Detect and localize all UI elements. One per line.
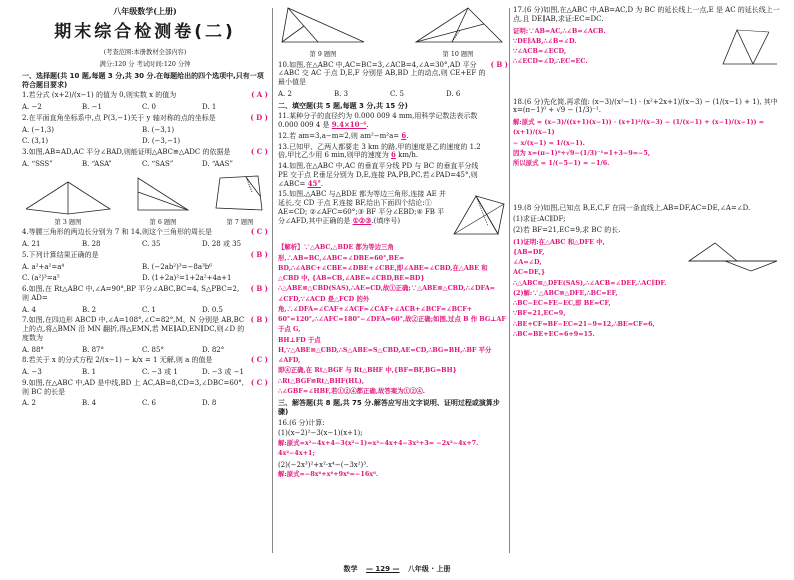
figure-row (22, 172, 268, 227)
solution-line: BH⊥FD 于点 H,∵△ABE≌△CBD,∴S△ABE=S△CBD,AE=CD,∴BG=BH,∴BF 平分∠AFD, (278, 335, 492, 365)
options (22, 126, 268, 135)
figure-caption: 第 7 题图 (226, 218, 254, 226)
section-heading: 一、选择题(共 10 题,每题 3 分,共 30 分.在每题给出的四个选项中,只有一项符合题目要求) (22, 71, 264, 89)
options (22, 263, 268, 272)
section-heading: 二、填空题(共 5 题,每题 3 分,共 15 分) (278, 101, 408, 110)
question-18: 18.(6 分)先化简,再求值: (x−3)/(x²−1) · (x²+2x+1)/(x−3) − (1/(x−1) + 1), 其中 x=(π−1)⁰ + √9 − (1/3)⁻¹. (513, 97, 778, 115)
question-16-part2: (2)(−2x³)²+x²·x⁴−(−3x²)³. (278, 460, 369, 469)
question-text: 5.下列计算结果正确的是 (22, 250, 99, 259)
triangle-figure-icon (132, 172, 194, 216)
option: A. 4 (22, 305, 36, 314)
options (22, 306, 268, 315)
options (22, 346, 268, 355)
figure-caption: 第 3 题图 (54, 218, 82, 226)
answer-blank: 45° (307, 178, 321, 188)
solution-line: 解:原式=x²−4x+4−3(x²−1)=x²−4x+4−3x²+3= −2x²−4x+7. (278, 439, 479, 448)
question-3 (22, 148, 268, 157)
option: B. “ASA” (82, 159, 112, 168)
option: C. 1 (142, 305, 157, 314)
option: B. (−2ab²)³=−8a³b⁶ (142, 262, 213, 271)
option: B. 28 (82, 240, 101, 249)
answer: ( C ) (250, 377, 268, 387)
question-17-body (513, 24, 781, 72)
triangle-figure-icon (450, 190, 508, 240)
solution-line: AC=DE,} (513, 268, 546, 277)
question-text: 4.等腰三角形的两边长分别为 7 和 14,则这个三角形的周长是 (22, 228, 212, 237)
figure-q7 (212, 172, 268, 227)
solution-line: 解:原式 = (x−3)/((x+1)(x−1)) · (x+1)²/(x−3) − (1/(x−1) + (x−1)/(x−1)) = (x+1)/(x−1) (513, 118, 765, 137)
solution-line: ∴△ABC≌△DFE(SAS),∴∠ACB=∠DEF,∴AC∥DF. (513, 278, 667, 287)
question-11 (278, 112, 508, 130)
question-text: 2.在平面直角坐标系中,点 P(3,−1)关于 y 轴对称的点的坐标是 (22, 113, 216, 122)
question-7 (22, 316, 268, 342)
column-left (22, 4, 268, 408)
figure-row (278, 4, 508, 59)
footer-grade: 八年级 · 上册 (407, 565, 451, 574)
solution-line: 因为 x=(π−1)⁰+√9−(1/3)⁻¹=1+3−9=−5, (513, 148, 651, 157)
option: D. 0.5 (202, 305, 223, 314)
options (22, 103, 268, 112)
figure-q6 (132, 172, 194, 227)
question-text: 8.若关于 x 的分式方程 2/(x−1) − k/x = 1 无解,则 a 的值是 (22, 356, 213, 365)
question-text: 11.某种分子的直径约为 0.000 009 4 mm,用科学记数法表示数 0.000 009 4 是 (278, 112, 478, 130)
option: C. 0 (142, 103, 157, 112)
question-19: 19.(8 分)如图,已知点 B,E,C,F 在同一条直线上,AB=DF,AC=DE,∠A=∠D. (513, 204, 751, 213)
question-6 (22, 285, 268, 303)
option: D. 8 (202, 399, 217, 408)
solution-line: ∴BC−EC=FE−EC,即 BE=CF, (513, 299, 611, 307)
answer: ( C ) (250, 355, 268, 365)
option: A. 2 (278, 89, 292, 98)
answer: ( B ) (250, 249, 268, 259)
scope-label: (考查范围:本册教材全部内容) (103, 49, 187, 57)
question-16: 16.(6 分)计算: (278, 418, 325, 427)
option: A. “SSS” (22, 159, 53, 168)
triangle-figure-icon (408, 4, 508, 48)
figure-q10 (408, 4, 508, 59)
figure-caption: 第 6 题图 (149, 218, 177, 226)
question-2 (22, 114, 268, 123)
solution-q19-cont (513, 278, 781, 340)
option: A. 2 (22, 399, 36, 408)
options (22, 274, 268, 283)
figure-caption: 第 10 题图 (442, 50, 474, 58)
option: B. 4 (82, 399, 97, 408)
question-12 (278, 132, 508, 141)
question-5 (22, 251, 268, 260)
quadrilateral-figure-icon (212, 172, 268, 216)
solution-q19 (513, 237, 605, 278)
question-tail: . (406, 131, 409, 140)
column-middle (278, 4, 508, 480)
option: D. “AAS” (202, 159, 233, 168)
solution-line: ∵DE∥AB,∴∠B=∠D. (513, 36, 577, 45)
solution-line: 4x²−4x+1; (278, 449, 315, 458)
solution-line: 证明:∵AB=AC,∴∠B=∠ACB. (513, 26, 606, 35)
option: D. (−3,−1) (142, 137, 181, 146)
option: C. 35 (142, 240, 161, 249)
answer: ( B ) (490, 59, 508, 69)
option: A. (−1,3) (22, 125, 54, 134)
answer: ( A ) (251, 90, 268, 100)
solution-line: ∠CFD,∵∠ACD 是△FCD 的外角,∴∠DFA=∠CAF+∠ACF=∠CAF+∠ACB+∠BCF=∠BCF+ (278, 294, 473, 313)
answer-blank: ①②③ (352, 215, 372, 225)
page-number: — 129 — (365, 565, 400, 574)
question-8 (22, 356, 268, 365)
question-tail: .(填序号) (371, 216, 401, 225)
question-text: 14.如图,在△ABC 中,AC 的垂直平分线 PD 与 BC 的垂直平分线 PE 交于点 P,垂足分别为 D,E,连接 PA,PB,PC,若∠PAD=45°,则∠ABC= (278, 162, 479, 188)
option: C. (3,1) (22, 137, 49, 146)
option: D. 28 或 35 (202, 240, 242, 249)
option: D. 6 (446, 89, 461, 98)
question-1 (22, 91, 268, 100)
option: C. 6 (142, 399, 157, 408)
solution-q18 (513, 117, 781, 168)
solution-line: {AB=DF, (513, 247, 545, 256)
answer: ( C ) (250, 147, 268, 157)
question-19-body (513, 235, 781, 278)
solution-line: ∵BF=21,EC=9, (513, 309, 566, 318)
solution-line: ∴∠GBF=∠HBF,若①②④都正确,故答案为①②④. (278, 386, 426, 395)
option: A. −3 (22, 368, 42, 377)
solution-line: ∴∠ECD=∠D,∴EC=EC. (513, 57, 588, 66)
option: C. (a²)³=a⁵ (22, 274, 60, 283)
triangle-figure-icon (719, 24, 781, 72)
option: C. 5 (390, 89, 405, 98)
solution-line: (2)解:∵△ABC≌△DFE,∴BC=EF, (513, 288, 618, 297)
option: C. 85° (142, 345, 164, 354)
options (278, 90, 508, 99)
solution-line: 解:原式=−8x⁶+x⁶+9x⁶=−16x⁶. (278, 470, 379, 479)
option: C. −3 或 1 (142, 368, 178, 377)
question-text: 3.如图,AB=AD,AC 平分∠BAD,则能证明△ABC≌△ADC 的依据是 (22, 148, 231, 157)
option: D. −3 或 −1 (202, 368, 244, 377)
question-tail: . (320, 179, 324, 188)
question-13 (278, 143, 508, 161)
solution-line: (1)证明:在△ABC 和△DFE 中, (513, 237, 605, 246)
option: D. 82° (202, 345, 225, 354)
question-16-part1: (1)(x−2)²−3(x−1)(x+1); (278, 429, 363, 438)
solution-line: 【解析】∵△ABC,△BDE 都为等边三角形,∴AB=BC,∠ABC=∠DBE=60°,BE= (278, 243, 405, 262)
option: B. 3 (334, 89, 349, 98)
triangles-figure-icon (685, 235, 781, 275)
question-19-part1: (1)求证:AC∥DF; (513, 215, 566, 223)
option: A. 21 (22, 240, 41, 249)
question-15-row (278, 188, 508, 240)
figure-q3 (22, 176, 114, 227)
grade-label: 八年级数学(上册) (113, 6, 177, 16)
solution-line: ∠A=∠D, (513, 258, 542, 266)
page-title: 期末综合检测卷(二) (54, 22, 236, 42)
column-divider (272, 8, 273, 553)
answer-blank: 6 (401, 130, 407, 140)
solution-line: ∵∠ACB=∠ECD, (513, 47, 567, 55)
option: D. 1 (202, 103, 217, 112)
option: B. 87° (82, 345, 105, 354)
options (22, 160, 268, 169)
options (22, 137, 268, 146)
question-4 (22, 228, 268, 237)
option: A. 88° (22, 345, 44, 354)
question-9 (22, 379, 268, 397)
question-text: 13.已知甲、乙两人都要走 3 km 的路,甲的速度是乙的速度的 1.2 倍,甲比乙少用 6 min,则甲的速度为 (278, 142, 481, 160)
section-heading: 三、解答题(共 8 题,共 75 分.解答应写出文字说明、证明过程或演算步骤) (278, 399, 500, 416)
question-19-part2: (2)若 BF=21,EC=9,求 BC 的长. (513, 225, 621, 234)
solution-line: − x/(x−1) = 1/(x−1). (513, 138, 585, 147)
option: B. −1 (82, 103, 102, 112)
question-text: 6.如图,在 Rt△ABC 中,∠A=90°,BP 平分∠ABC,BC=4, S△PBC=2,则 AD= (22, 285, 240, 302)
answer-blank: 6 (390, 150, 396, 160)
question-text: 1.若分式 (x+2)/(x−1) 的值为 0,则实数 x 的值为 (22, 91, 177, 100)
option: C. “SAS” (142, 159, 174, 168)
question-14 (278, 162, 508, 188)
options (22, 240, 268, 249)
option: D. (1+2a)²=1+2a²+4a+1 (142, 274, 232, 283)
question-tail: km/h. (398, 151, 419, 160)
question-17: 17.(6 分)如图,在△ABC 中,AB=AC,D 为 BC 的延长线上一点,E 是 AC 的延长线上一点,且 DE∥AB,求证:EC=DC. (513, 6, 780, 23)
column-right (513, 4, 781, 339)
option: B. 1 (82, 368, 97, 377)
solution-line: ∴△ABE≌△CBD(SAS),∴AE=CD,故①正确;∵△ABE≌△CBD,∴∠DFA= (278, 284, 496, 293)
question-text: 9.如图,在△ABC 中,AD 是中线,BD 上 AC,AB=8,CD=3,∠DBC=60°,则 BC 的长是 (22, 378, 244, 396)
question-10 (278, 61, 508, 87)
solution-q15 (278, 242, 508, 396)
answer: ( C ) (250, 227, 268, 237)
options (22, 399, 268, 408)
column-divider (509, 8, 510, 553)
figure-caption: 第 9 题图 (309, 50, 337, 58)
question-text: 7.如图,在四边形 ABCD 中,∠A=108°,∠C=82°,M、N 分别是 AB,BC 上的点,将△BMN 沿 MN 翻折,得△EMN,若 ME∥AD,EN∥DC,则∠D 的度数为 (22, 316, 245, 342)
solution-line: 所以原式 = 1/(−5−1) = −1/6. (513, 159, 610, 167)
question-15 (278, 190, 450, 225)
solution-line: ∴BC=BE+EC=6+9=15. (513, 329, 595, 338)
page-footer (0, 565, 794, 574)
option: A. a²+a²=a⁴ (22, 262, 65, 271)
options (22, 368, 268, 377)
question-text: 12.若 am=3,a−m=2,则 am²−m²a= (278, 131, 400, 140)
solution-line: ∴BE+CF=BF−EC=21−9=12,∴BE=CF=6, (513, 319, 655, 328)
question-text: 10.如图,在△ABC 中,AC=BC=3,∠ACB=4,∠A=30°,AD 平分∠ABC 交 AC 于点 D,E,F 分别是 AB,BD 上的动点,则 CE+EF 的最小值是 (278, 60, 486, 87)
answer-blank: 9.4×10⁻⁶ (331, 120, 367, 130)
question-tail: . (366, 121, 369, 130)
footer-subject: 数学 (343, 565, 358, 574)
answer: ( B ) (250, 284, 268, 294)
triangle-figure-icon (278, 4, 368, 48)
solution-q17 (513, 26, 606, 72)
triangle-figure-icon (22, 176, 114, 216)
option: B. (−3,1) (142, 125, 175, 134)
solution-line: 即④正确,在 Rt△BGF 与 Rt△BHF 中,{BF=BF,BG=BH} ∴Rt△BGF≌Rt△BHF(HL), (278, 366, 457, 385)
option: A. −2 (22, 103, 42, 112)
solution-line: BD,∴∠ABC+∠CBE=∠DBE+∠CBE,即∠ABE=∠CBD,在△ABE 和△CBD 中, {AB=CB,∠ABE=∠CBD,BE=BD} (278, 263, 488, 283)
figure-q9 (278, 4, 368, 59)
answer: ( D ) (250, 112, 268, 122)
score-time-label: 满分:120 分 考试时间:120 分钟 (99, 61, 191, 69)
answer: ( B ) (250, 315, 268, 325)
solution-line: 60°=120°,∴∠AFC=180°−∠DFA=60°,故②正确;如图,过点 B 作 BG⊥AF 于点 G, (278, 315, 506, 334)
question-text: 15.如图,△ABC 与△BDE 都为等边三角形,连接 AE 并延长,交 CD 于点 F,连接 BF,给出下面四个结论:① AE=CD; ②∠AFC=60°;③ BF 平分∠EBD;④ FB 平分∠AFD,其中正确的是 (278, 190, 446, 225)
option: B. 2 (82, 305, 97, 314)
